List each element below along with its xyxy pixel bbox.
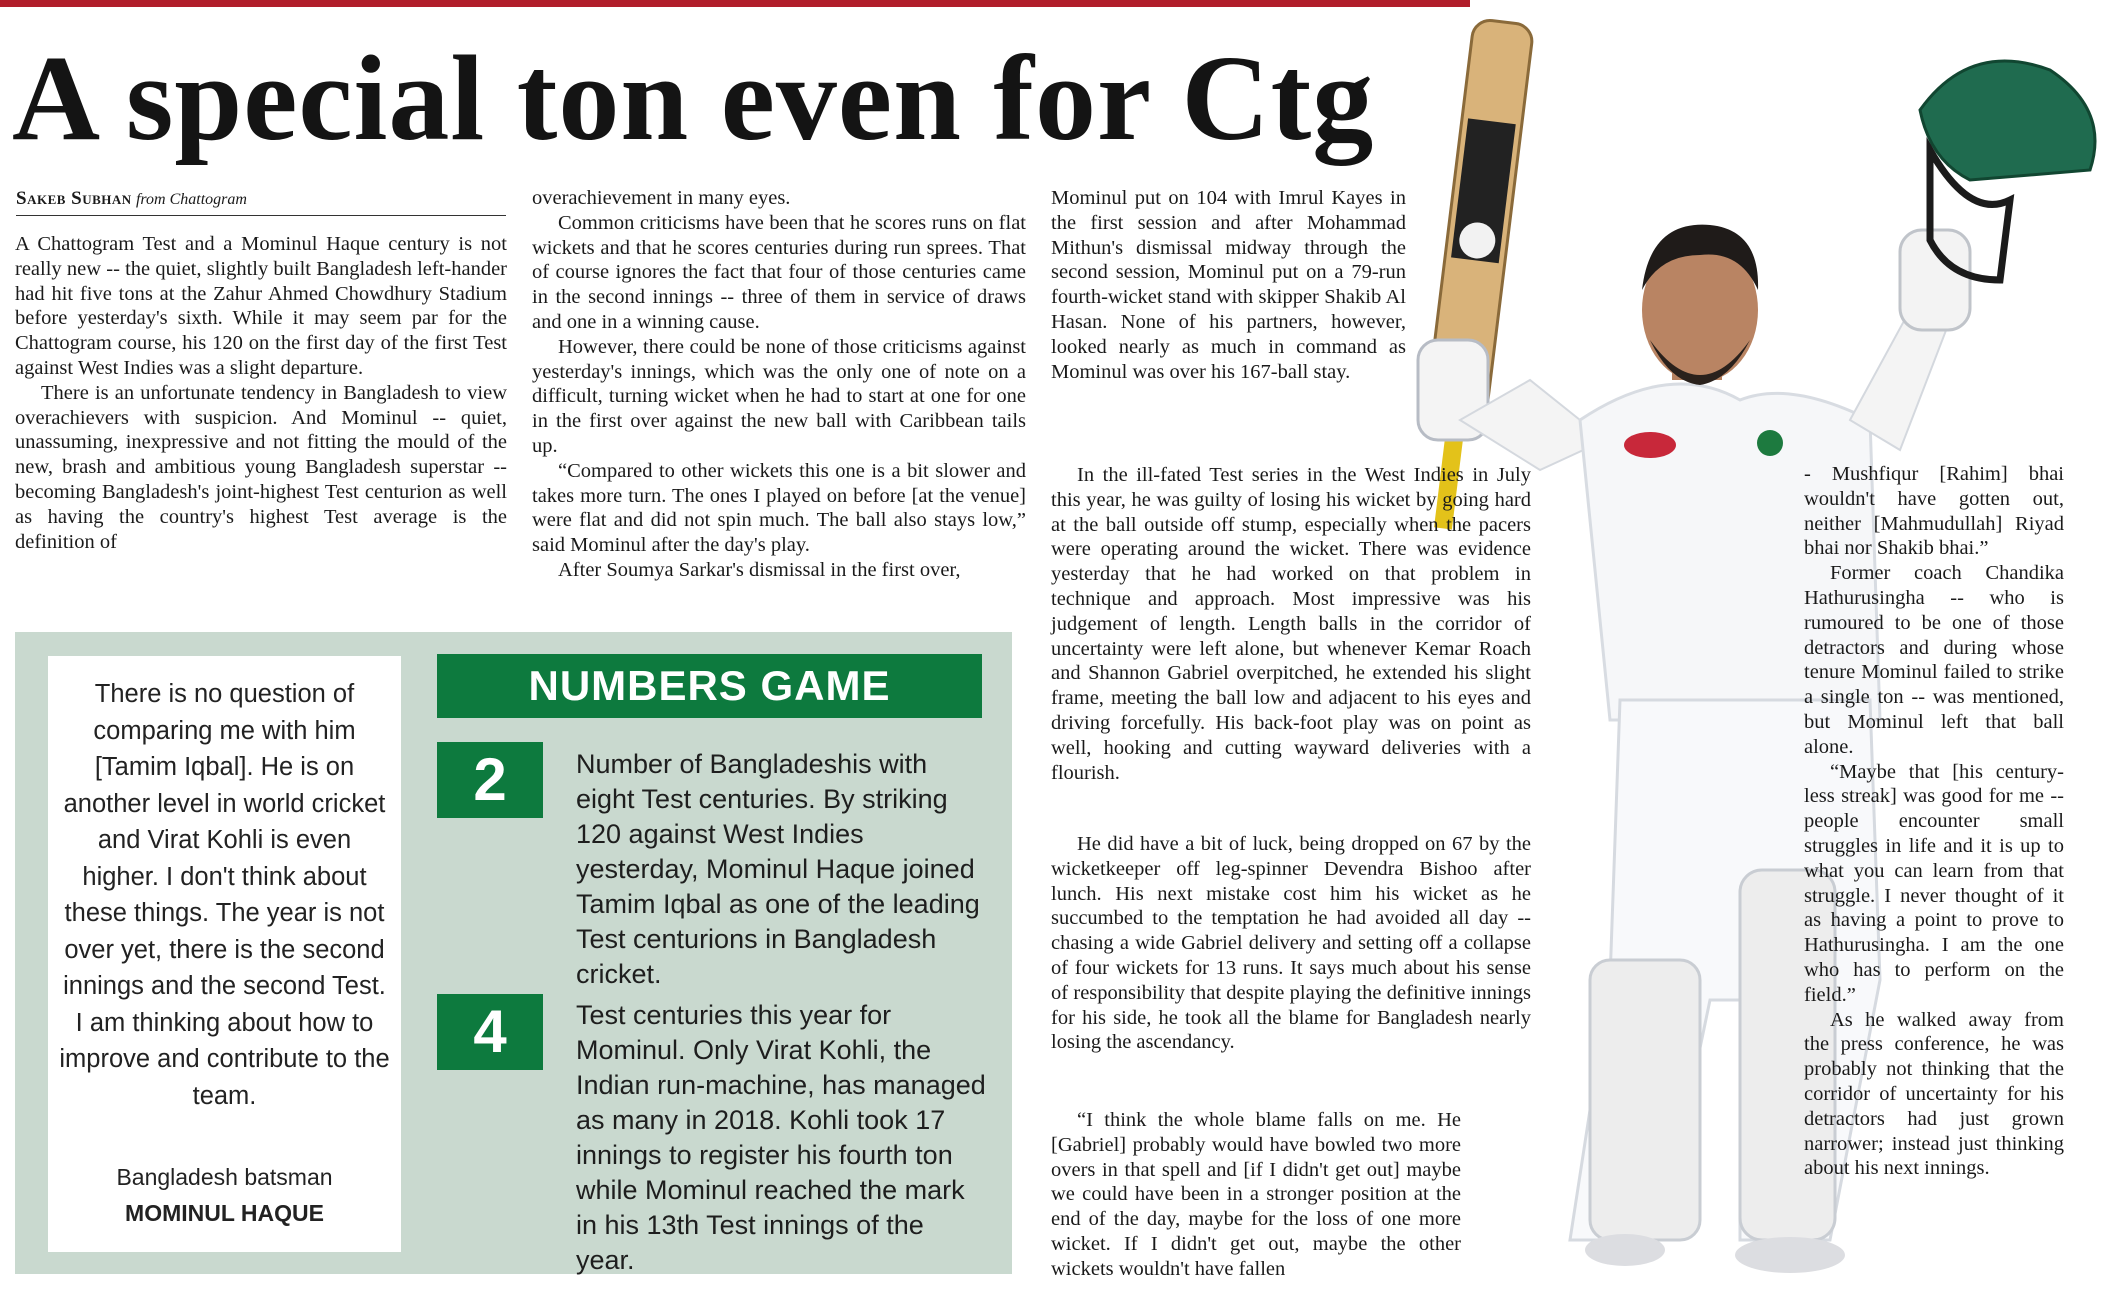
byline-location: from Chattogram [135,191,247,208]
paragraph: “Compared to other wickets this one is a bit slower and takes more turn. The ones I played on before [at the venue] were flat and did not spin much. The ball also stays low,” said Mominul after the day's play. [532,459,1026,557]
quote-text: There is no question of comparing me with him [Tamim Iqbal]. He is on another level in world cricket and Virat Kohli is even higher. I don't think about these things. The year is not over yet, there is the second innings and the second Test. I am thinking about how to improve and contribute to the team. [59,680,390,1110]
paragraph: Former coach Chandika Hathurusingha -- who is rumoured to be one of those detractors and during whose tenure Mominul failed to strike a single ton -- was mentioned, but Mominul left that ball alone. [1804,562,2064,758]
article-column-3c [1051,832,1531,1055]
top-color-bar [0,0,1470,7]
article-column-3d [1051,1108,1461,1282]
byline [16,188,506,216]
paragraph: Mominul put on 104 with Imrul Kayes in the first session and after Mohammad Mithun's dismissal midway through the second session, Mominul put on a 79-run fourth-wicket stand with skipper Shakib Al Hasan. None of his partners, however, looked nearly as much in command as Mominul was over his 167-ball stay. [1051,187,1406,383]
fact-number: 2 [437,742,543,818]
numbers-game-title: NUMBERS GAME [437,654,982,718]
paragraph: There is an unfortunate tendency in Bangladesh to view overachievers with suspicion. And Mominul -- quiet, unassuming, inexpressive and not fitting the mould of the new, brash and ambitious young Bangladesh superstar -- becoming Bangladesh's joint-highest Test centurion as well as having the country's highest Test average is the definition of [15,381,507,553]
headline: A special ton even for Ctg [12,31,1375,166]
quote-attribution-role: Bangladesh batsman [116,1164,333,1190]
article-column-3b [1051,463,1531,785]
article-column-4 [1804,462,2064,1181]
paragraph: overachievement in many eyes. [532,187,791,209]
leg-pad-left [1590,960,1700,1240]
paragraph: “Maybe that [his century-less streak] was good for me -- people encounter small struggles in life and it is up to what you can learn from that struggle. I never thought of it as having a point to prove to Hathurusingha. I am the one who has to perform on the field.” [1804,760,2064,1006]
byline-author: Sakeb Subhan [16,188,132,209]
article-column-3 [1051,186,1406,384]
article-column-2 [532,186,1026,583]
quote-attribution-name: MOMINUL HAQUE [125,1200,324,1226]
paragraph: Common criticisms have been that he scores runs on flat wickets and that he scores centuries during run sprees. That of course ignores the fact that four of those centuries came in the second innings -- three of them in service of draws and one in a winning cause. [532,211,1026,333]
paragraph: In the ill-fated Test series in the West Indies in July this year, he was guilty of losing his wicket by going hard at the ball outside off stump, especially when the pacers were operating around the wicket. There was evidence yesterday that he had worked on that problem in technique and approach. Most impressive was his judgement of length. Length balls in the corridor of uncertainty were left alone, but whenever Kemar Roach and Shannon Gabriel overpitched, he extended his slight frame, meeting the ball low and adjacent to his eyes and driving forcefully. His back-foot play was on point as well, hooking and cutting wayward deliveries with a flourish. [1051,464,1531,784]
fact-number: 4 [437,994,543,1070]
paragraph: A Chattogram Test and a Mominul Haque century is not really new -- the quiet, slightly built Bangladesh left-hander had hit five tons at the Zahur Ahmed Chowdhury Stadium before yesterday's sixth. While it may seem par for the Chattogram course, his 120 on the first day of the first Test against West Indies was a slight departure. [15,233,507,379]
paragraph: He did have a bit of luck, being dropped on 67 by the wicketkeeper off leg-spinner Devendra Bishoo after lunch. His next mistake cost him his wicket as he succumbed to the temptation he had avoided all day -- chasing a wide Gabriel delivery and setting off a collapse of four wickets for 13 runs. It says much about his sense of responsibility that despite playing the definitive innings for his side, he took all the blame for Bangladesh nearly losing the ascendancy. [1051,833,1531,1054]
fact-text: Number of Bangladeshis with eight Test centuries. By striking 120 against West Indies yesterday, Mominul Haque joined Tamim Iqbal as one of the leading Test centurions in Bangladesh cricket. [576,749,980,989]
article-column-1 [15,232,507,554]
paragraph: However, there could be none of those criticisms against yesterday's innings, which was the only one of note on a difficult, turning wicket when he had to start at one for one in the first over against the new ball with Caribbean tails up. [532,335,1026,457]
paragraph: As he walked away from the press conference, he was probably not thinking that the corridor of uncertainty for his detractors had just grown narrower; instead just thinking about his next innings. [1804,1008,2064,1180]
paragraph: After Soumya Sarkar's dismissal in the first over, [558,558,961,581]
fact-text: Test centuries this year for Mominul. Only Virat Kohli, the Indian run-machine, has managed as many in 2018. Kohli took 17 innings to register his fourth ton while Mominul reached the mark in his 13th Test innings of the year. [576,1000,986,1275]
paragraph: “I think the whole blame falls on me. He [Gabriel] probably would have bowled two more overs in that spell and [if I didn't get out] maybe we could have been in a stronger position at the end of the day, maybe for the loss of one more wicket. If I didn't get out, maybe the other wickets wouldn't have fallen [1051,1109,1461,1280]
paragraph: - Mushfiqur [Rahim] bhai wouldn't have gotten out, neither [Mahmudullah] Riyad bhai nor Shakib bhai.” [1804,463,2064,560]
